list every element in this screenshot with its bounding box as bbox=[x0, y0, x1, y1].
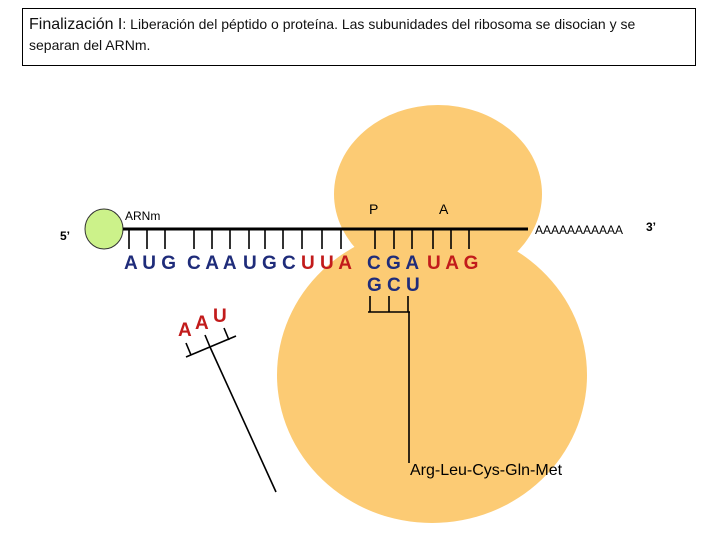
codon-2: C A A bbox=[187, 253, 237, 274]
mrna-label: ARNm bbox=[125, 209, 161, 223]
codon-3: U G C bbox=[243, 253, 296, 274]
three-prime-label: 3’ bbox=[646, 220, 657, 234]
a-site-label: A bbox=[439, 201, 449, 217]
title-text: : Liberación del péptido o proteína. Las subunidades del ribosoma se disocian y se separan del ARNm. bbox=[29, 16, 636, 53]
ribosome bbox=[277, 105, 587, 523]
free-trna bbox=[186, 328, 276, 492]
p-site-label: P bbox=[369, 201, 379, 217]
codon-4: U U A bbox=[301, 253, 353, 274]
free-trna-base-1: A bbox=[178, 320, 192, 341]
poly-a-tail: AAAAAAAAAAA bbox=[535, 223, 624, 237]
peptide-chain: Arg-Leu-Cys-Gln-Met bbox=[410, 462, 563, 479]
stop-codon: U A G bbox=[427, 253, 479, 274]
title-lead: Finalización I bbox=[29, 16, 123, 33]
codon-5: C G A bbox=[367, 253, 420, 274]
five-prime-label: 5’ bbox=[60, 229, 71, 243]
codon-1: A U G bbox=[124, 253, 177, 274]
free-trna-base-3: U bbox=[213, 306, 227, 327]
five-prime-cap bbox=[85, 209, 123, 249]
free-trna-base-2: A bbox=[195, 313, 209, 334]
p-site-anticodon: G C U bbox=[367, 275, 420, 296]
